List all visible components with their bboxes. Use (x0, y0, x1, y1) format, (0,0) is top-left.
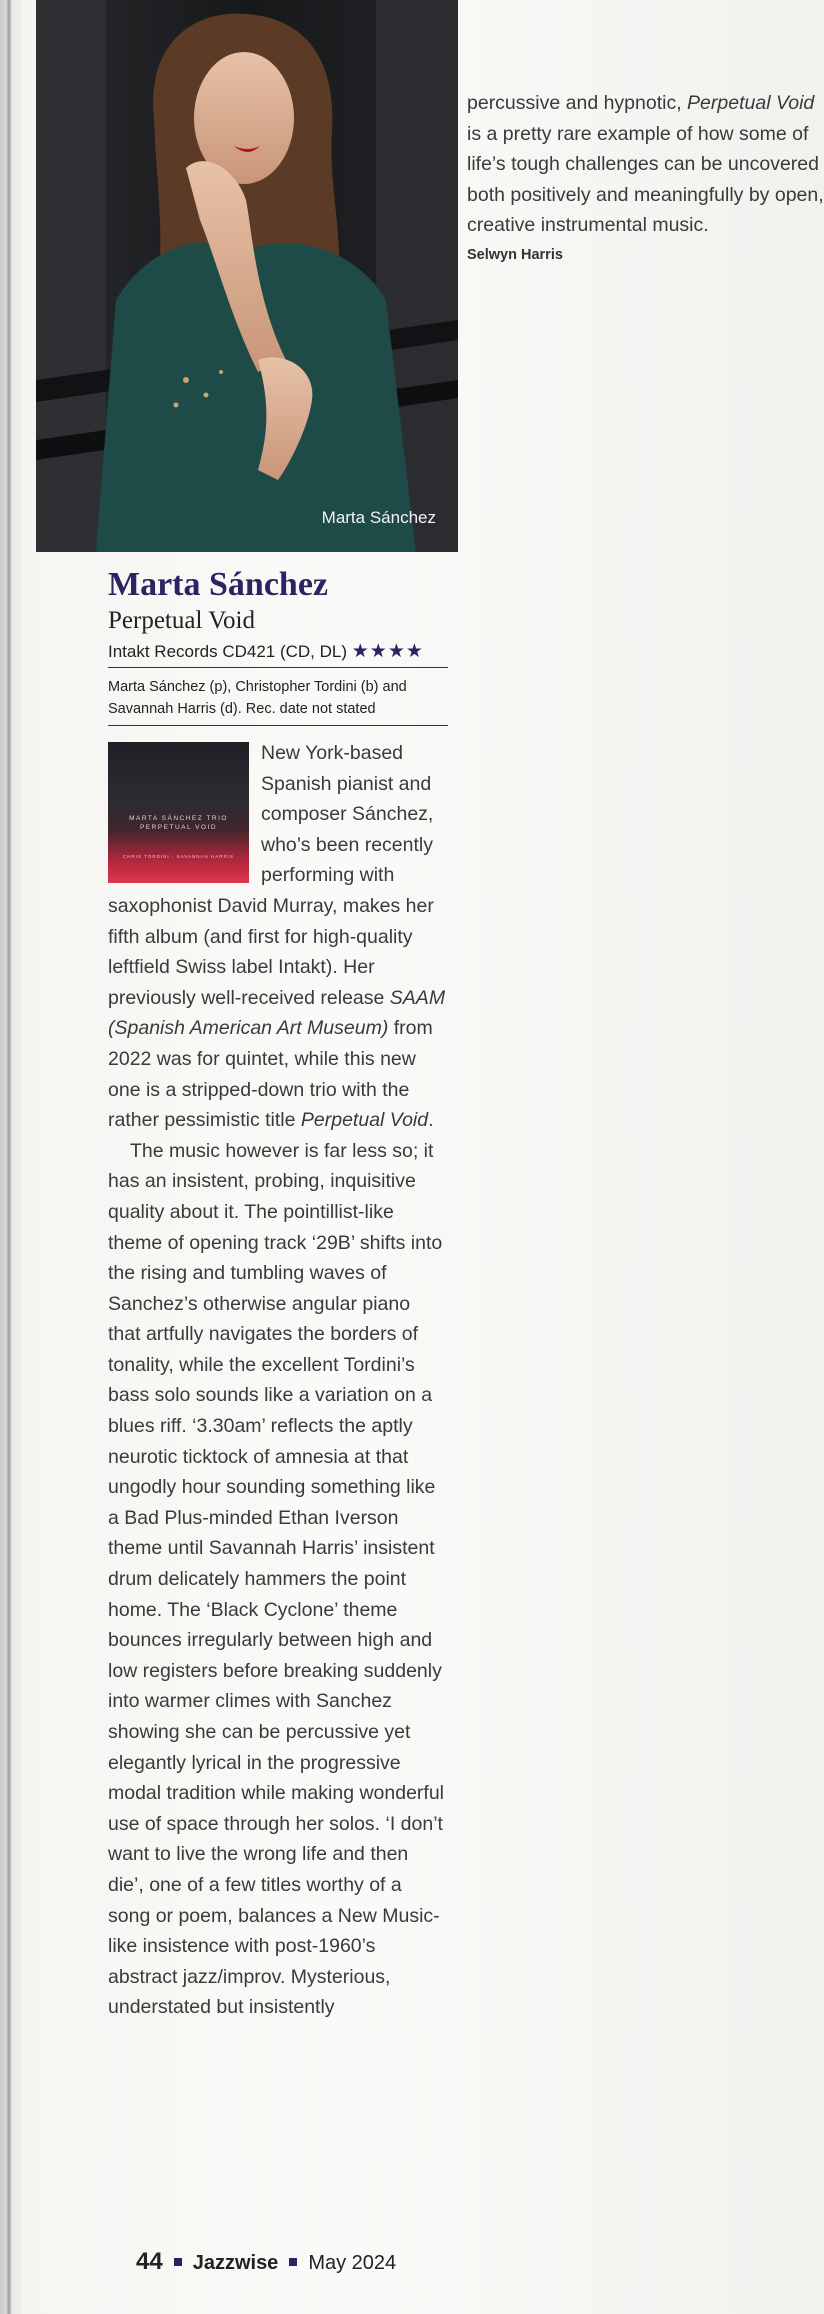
album-cover (108, 742, 249, 883)
review-paragraph-1: New York-based Spanish pianist and composer Sánchez, who’s been recently performing with saxophonist David Murray, makes her fifth album (and first for high-quality leftfield Swiss label Intakt). Her previously well-received release SAAM (Spanish American Art Museum) from 2022 was for quintet, while this new one is a stripped-down trio with the rather pessimistic title Perpetual Void. (108, 742, 446, 1132)
magazine-page (22, 0, 824, 2314)
cover-title: MARTA SÁNCHEZ TRIO PERPETUAL VOID (129, 815, 228, 831)
reviewer-byline: Selwyn Harris (467, 246, 563, 263)
album-title: Perpetual Void (108, 607, 255, 634)
page-number: 44 (136, 2248, 163, 2275)
continuation-paragraph: percussive and hypnotic, Perpetual Void is a pretty rare example of how some of life’s tough challenges can be uncovered both positively and meaningfully by open, creative instrumental music. (467, 92, 824, 236)
page-footer (136, 2248, 396, 2276)
artist-portrait-image (36, 0, 458, 552)
label-info: Intakt Records CD421 (CD, DL) ★★★★ (108, 640, 448, 668)
photo-caption: Marta Sánchez (321, 508, 436, 527)
review-paragraph-2: The music however is far less so; it has an insistent, probing, inquisitive quality about it. The pointillist-like theme of opening track ‘29B’ shifts into the rising and tumbling waves of Sanchez’s otherwise angular piano that artfully navigates the borders of tonality, while the excellent Tordini’s bass solo sounds like a variation on a blues riff. ‘3.30am’ reflects the aptly neurotic ticktock of amnesia at that ungodly hour sounding something like a Bad Plus-minded Ethan Iverson theme until Savannah Harris’ insistent drum delicately hammers the point home. The ‘Black Cyclone’ theme bounces irregularly between high and low registers before breaking suddenly into warmer climes with Sanchez showing she can be percussive yet elegantly lyrical in the progressive modal tradition while making wonderful use of space through her solos. ‘I don’t want to live the wrong life and then die’, one of a few titles worthy of a song or poem, balances a New Music-like insistence with post-1960’s abstract jazz/improv. Mysterious, understated but insistently (108, 1139, 445, 2019)
personnel-line: Marta Sánchez (p), Christopher Tordini (b) and Savannah Harris (d). Rec. date not stated (108, 668, 448, 726)
artist-photo (36, 0, 458, 552)
album-review (108, 566, 448, 2023)
separator-square (174, 2258, 182, 2266)
page-binding-edge (0, 0, 22, 2314)
issue-date: May 2024 (308, 2252, 397, 2274)
artist-name: Marta Sánchez (108, 566, 329, 603)
review-body (108, 738, 448, 2023)
publication-name: Jazzwise (192, 2252, 279, 2274)
cover-musicians: CHRIS TORDINI · SAVANNAH HARRIS (123, 854, 234, 859)
review-continuation (467, 88, 824, 263)
separator-square (289, 2258, 297, 2266)
star-rating: ★★★★ (351, 641, 424, 662)
